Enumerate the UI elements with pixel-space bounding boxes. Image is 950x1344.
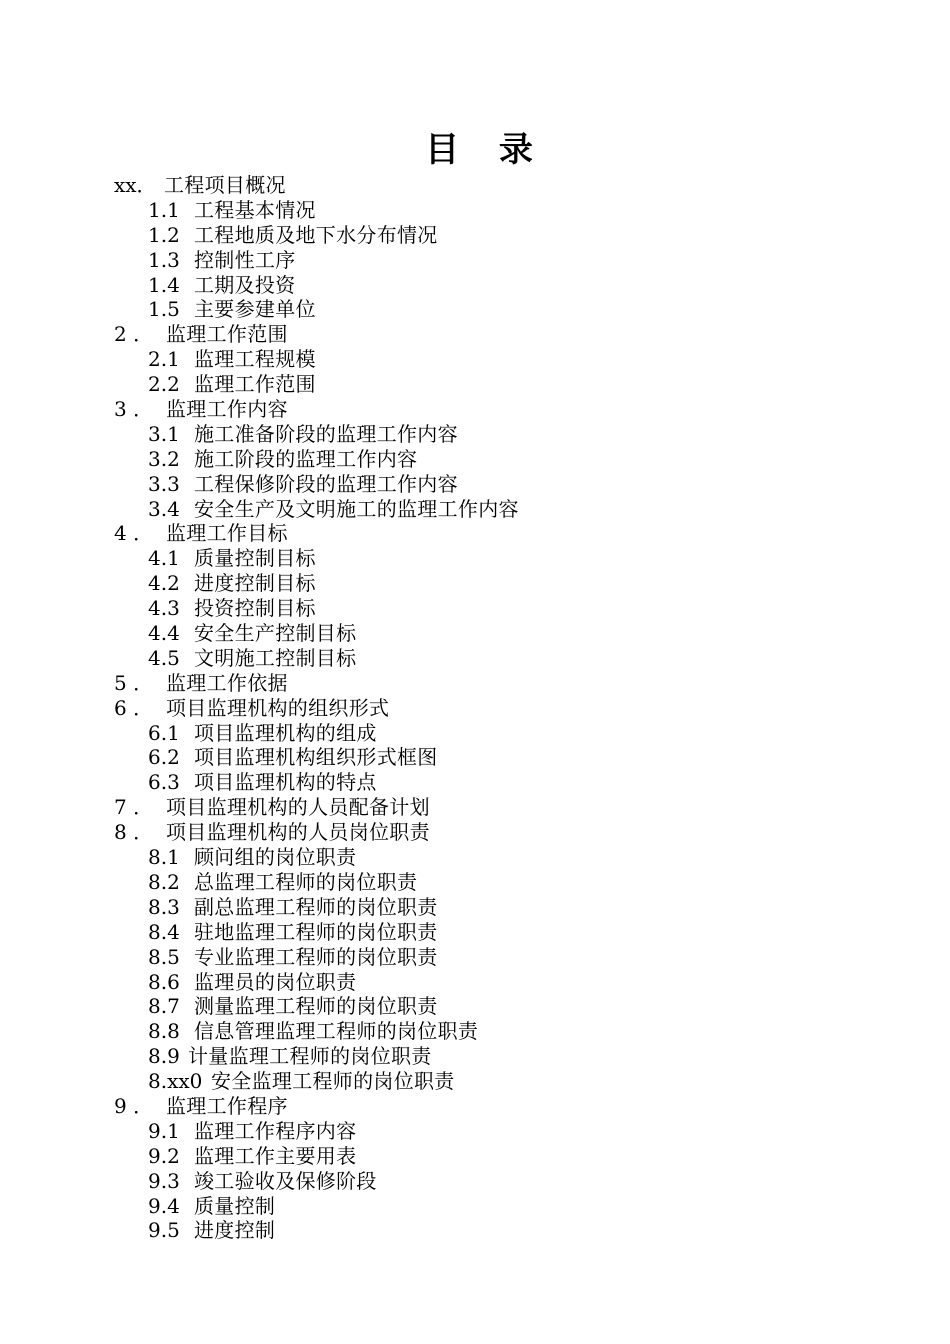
toc-entry-title: 监理工作程序内容: [194, 1118, 357, 1143]
toc-entry-title: 进度控制目标: [194, 571, 316, 596]
toc-entry-title: 工程项目概况: [164, 173, 286, 197]
toc-entry-title: 控制性工序: [194, 247, 296, 272]
toc-entry-title: 专业监理工程师的岗位职责: [194, 944, 438, 969]
toc-entry-number: 2.2: [148, 372, 180, 397]
toc-entry-title: 项目监理机构的特点: [194, 770, 377, 795]
toc-entry[interactable]: [0, 397, 950, 422]
toc-entry[interactable]: [0, 1094, 950, 1119]
toc-entry-title: 施工准备阶段的监理工作内容: [194, 421, 458, 446]
toc-entry-number: 6 ．: [114, 695, 154, 720]
toc-entry[interactable]: [0, 248, 950, 273]
toc-entry[interactable]: [0, 322, 950, 347]
toc-entry[interactable]: [0, 820, 950, 845]
toc-entry-title: 质量控制目标: [194, 546, 316, 571]
toc-entry-number: 9.1: [148, 1118, 180, 1143]
toc-entry[interactable]: [0, 347, 950, 372]
toc-entry-number: 4.4: [148, 621, 180, 646]
toc-entry-title: 主要参建单位: [194, 297, 316, 322]
toc-entry-number: 8 ．: [114, 820, 154, 845]
toc-entry-title: 投资控制目标: [194, 596, 316, 621]
toc-entry[interactable]: [0, 895, 950, 920]
toc-entry-number: 8.2: [148, 869, 180, 894]
toc-entry-title: 安全生产及文明施工的监理工作内容: [194, 496, 519, 521]
toc-entry[interactable]: [0, 621, 950, 646]
toc-entry-number: 8.7: [148, 994, 180, 1019]
toc-entry[interactable]: [0, 198, 950, 223]
page-title: 目 录: [425, 130, 547, 170]
toc-entry-number: 8.8: [148, 1019, 180, 1044]
toc-entry-number: 7 ．: [114, 795, 154, 820]
toc-entry-number: 2 ．: [114, 322, 154, 347]
toc-entry-number: 6.3: [148, 770, 180, 795]
toc-entry-number: 9.2: [148, 1143, 180, 1168]
toc-entry-title: 质量控制: [194, 1193, 276, 1218]
toc-entry-number: 8.9: [148, 1044, 180, 1069]
toc-entry-number: 9 ．: [114, 1093, 154, 1118]
toc-entry-title: 安全生产控制目标: [194, 621, 357, 646]
toc-entry-title: 监理工作范围: [166, 322, 288, 347]
toc-entry-number: 4.5: [148, 645, 180, 670]
toc-entry-number: 1.1: [148, 197, 180, 222]
toc-entry-title: 监理员的岗位职责: [194, 969, 357, 994]
toc-entry-number: 3.2: [148, 446, 180, 471]
toc-entry[interactable]: [0, 1194, 950, 1219]
toc-entry-title: 监理工作内容: [166, 397, 288, 422]
toc-entry-title: 项目监理机构的人员配备计划: [166, 795, 430, 820]
toc-entry-number: 3.1: [148, 421, 180, 446]
toc-entry-title: 文明施工控制目标: [194, 645, 357, 670]
toc-entry-number: 5 ．: [114, 670, 154, 695]
toc-entry[interactable]: [0, 870, 950, 895]
toc-entry-number: 1.5: [148, 297, 180, 322]
toc-entry-number: 8.6: [148, 969, 180, 994]
toc-entry-title: 副总监理工程师的岗位职责: [194, 894, 438, 919]
toc-entry[interactable]: [0, 970, 950, 995]
toc-entry-title: 工期及投资: [194, 272, 296, 297]
toc-entry-number: 8.3: [148, 894, 180, 919]
toc-entry[interactable]: [0, 671, 950, 696]
toc-entry-number: 4.3: [148, 596, 180, 621]
toc-entry-title: 工程基本情况: [194, 197, 316, 222]
toc-entry[interactable]: [0, 297, 950, 322]
toc-entry[interactable]: [0, 920, 950, 945]
toc-entry[interactable]: [0, 1044, 950, 1069]
toc-entry[interactable]: [0, 372, 950, 397]
toc-entry-number: 8.4: [148, 919, 180, 944]
toc-entry[interactable]: [0, 646, 950, 671]
toc-entry[interactable]: [0, 1019, 950, 1044]
toc-entry[interactable]: [0, 596, 950, 621]
toc-entry-number: 2.1: [148, 347, 180, 372]
toc-entry-number: 6.1: [148, 720, 180, 745]
toc-entry[interactable]: [0, 223, 950, 248]
toc-entry[interactable]: [0, 696, 950, 721]
table-of-contents: [0, 173, 950, 1243]
toc-entry-title: 进度控制: [194, 1218, 276, 1243]
toc-entry[interactable]: [0, 1119, 950, 1144]
toc-entry[interactable]: [0, 770, 950, 795]
toc-entry[interactable]: [0, 173, 950, 198]
toc-entry-title: 安全监理工程师的岗位职责: [211, 1069, 455, 1094]
toc-entry-number: 9.3: [148, 1168, 180, 1193]
toc-entry-number: 4.2: [148, 571, 180, 596]
toc-entry-number: 4 ．: [114, 521, 154, 546]
toc-entry[interactable]: [0, 422, 950, 447]
toc-entry-title: 监理工作程序: [166, 1093, 288, 1118]
toc-entry-title: 项目监理机构的人员岗位职责: [166, 820, 430, 845]
toc-entry[interactable]: [0, 945, 950, 970]
toc-entry-number: 3 ．: [114, 397, 154, 422]
toc-entry-title: 信息管理监理工程师的岗位职责: [194, 1019, 479, 1044]
toc-entry[interactable]: [0, 447, 950, 472]
toc-entry-number: 1.2: [148, 222, 180, 247]
toc-entry[interactable]: [0, 521, 950, 546]
toc-entry-title: 监理工作依据: [166, 670, 288, 695]
toc-entry-title: 项目监理机构组织形式框图: [194, 745, 438, 770]
toc-entry-title: 驻地监理工程师的岗位职责: [194, 919, 438, 944]
toc-entry[interactable]: [0, 795, 950, 820]
toc-entry-title: 监理工作目标: [166, 521, 288, 546]
toc-entry[interactable]: [0, 1218, 950, 1243]
toc-entry-title: 监理工作主要用表: [194, 1143, 357, 1168]
toc-entry-number: xx．: [114, 173, 157, 197]
toc-entry-title: 工程保修阶段的监理工作内容: [194, 471, 458, 496]
toc-entry[interactable]: [0, 1144, 950, 1169]
toc-entry-title: 项目监理机构的组织形式: [166, 695, 390, 720]
toc-entry[interactable]: [0, 1169, 950, 1194]
toc-entry[interactable]: [0, 994, 950, 1019]
toc-entry-number: 4.1: [148, 546, 180, 571]
toc-entry-title: 工程地质及地下水分布情况: [194, 222, 438, 247]
toc-entry-title: 竣工验收及保修阶段: [194, 1168, 377, 1193]
toc-entry[interactable]: [0, 497, 950, 522]
toc-entry-number: 8.xx0: [148, 1069, 203, 1094]
toc-entry-title: 监理工作范围: [194, 372, 316, 397]
toc-entry[interactable]: [0, 273, 950, 298]
toc-entry-number: 6.2: [148, 745, 180, 770]
toc-entry-number: 9.5: [148, 1218, 180, 1243]
toc-entry-number: 1.4: [148, 272, 180, 297]
toc-entry-title: 施工阶段的监理工作内容: [194, 446, 418, 471]
toc-entry-title: 监理工程规模: [194, 347, 316, 372]
toc-entry[interactable]: [0, 472, 950, 497]
toc-entry[interactable]: [0, 1069, 950, 1094]
toc-entry-title: 计量监理工程师的岗位职责: [188, 1044, 432, 1069]
toc-entry[interactable]: [0, 546, 950, 571]
toc-entry-number: 8.1: [148, 845, 180, 870]
toc-entry-number: 3.3: [148, 471, 180, 496]
toc-entry-title: 顾问组的岗位职责: [194, 845, 357, 870]
toc-entry-number: 8.5: [148, 944, 180, 969]
toc-entry-number: 9.4: [148, 1193, 180, 1218]
toc-entry-title: 测量监理工程师的岗位职责: [194, 994, 438, 1019]
toc-entry[interactable]: [0, 721, 950, 746]
toc-entry-title: 总监理工程师的岗位职责: [194, 869, 418, 894]
toc-entry[interactable]: [0, 845, 950, 870]
toc-entry-title: 项目监理机构的组成: [194, 720, 377, 745]
toc-entry[interactable]: [0, 745, 950, 770]
toc-entry[interactable]: [0, 571, 950, 596]
toc-entry-number: 3.4: [148, 496, 180, 521]
toc-entry-number: 1.3: [148, 247, 180, 272]
